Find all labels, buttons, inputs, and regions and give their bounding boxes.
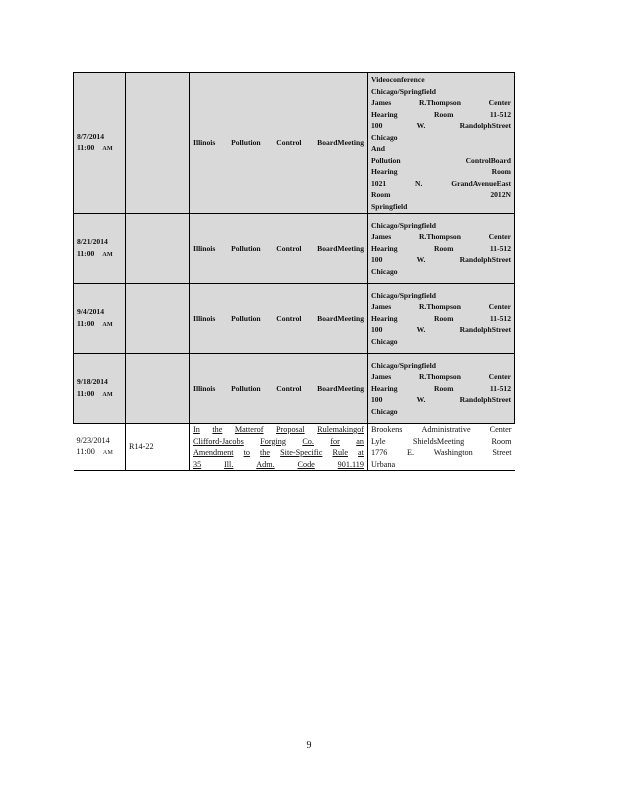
word: Chicago/Springfield [371,360,436,370]
word: Proposal [276,425,305,434]
cell-line [193,424,364,436]
word: Chicago [371,336,398,346]
word: 100 [371,121,383,130]
cell-line [371,143,511,155]
word: Amendment [193,448,234,457]
word: Adm. [256,459,275,469]
word: Code [297,459,315,469]
word: Hearing [371,109,398,119]
cell-line [371,231,511,243]
date-cell: 9/18/2014 11:00 AM [74,354,126,424]
cell-line [371,336,511,348]
word: Pollution [231,313,261,323]
word: Room [434,109,454,119]
word: W. [416,121,426,130]
location-cell [368,284,515,354]
word: RandolphStreet [459,325,511,335]
word: Chicago/Springfield [371,86,436,96]
word: R.Thompson [418,232,461,242]
docket-cell [126,73,190,214]
cell-line [371,424,512,436]
word: Co. [302,436,314,446]
word: Pollution [371,155,401,165]
cell-line [371,266,511,278]
word: Forging [260,436,286,446]
word: at [358,448,364,457]
word: RandolphStreet [459,121,511,130]
word: R.Thompson [418,98,461,107]
cell-line [371,313,511,325]
word: BoardMeeting [317,243,364,253]
word: Center [488,372,511,382]
word: Videoconference [371,75,425,84]
cell-line [371,120,511,132]
cell-line [371,189,511,201]
word: Illinois [193,138,216,148]
meeting-row [74,354,515,424]
word: 11-512 [489,313,511,323]
word: Matterof [234,425,264,434]
cell-line [371,132,511,144]
word: Control [276,383,302,393]
word: 35 [193,459,202,469]
date-cell: 8/7/2014 11:00 AM [74,73,126,214]
word: Rulemakingof [317,425,364,434]
word: Street [492,448,512,457]
word: Administrative [421,425,471,434]
word: Pollution [231,138,261,148]
word: Room [434,243,454,253]
meeting-row [74,284,515,354]
word: Room [434,313,454,323]
cell-line [371,290,511,302]
location-cell [368,424,515,471]
word: Room [434,383,454,393]
date-cell: 9/4/2014 11:00 AM [74,284,126,354]
word: Chicago [371,406,398,416]
word: 11-512 [489,383,511,393]
word: Room [491,167,511,176]
word: Brookens [371,425,403,434]
cell-line [371,371,511,383]
meeting-row [74,214,515,284]
word: BoardMeeting [317,138,364,148]
cell-line [193,436,364,448]
word: Chicago [371,266,398,276]
word: James [371,232,392,242]
cell-line [371,254,511,266]
word: Illinois [193,383,216,393]
cell-line [371,301,511,313]
word: Hearing [371,167,398,176]
cell-line [371,220,511,232]
word: GrandAvenueEast [451,178,511,188]
cell-line [371,178,511,190]
word: R.Thompson [418,372,461,382]
word: And [371,144,385,153]
word: Chicago/Springfield [371,220,436,230]
cell-line [371,447,512,459]
word: Washington [433,448,473,457]
word: Control [276,138,302,148]
word: ShieldsMeeting [412,436,465,446]
word: the [260,448,271,457]
word: Center [488,98,511,107]
cell-line [193,447,364,459]
word: W. [416,325,426,335]
word: Ill. [224,459,234,469]
cell-line [371,243,511,255]
word: 2012N [490,190,511,199]
cell-line [371,406,511,418]
word: Illinois [193,243,216,253]
cell-line [371,109,511,121]
word: James [371,372,392,382]
word: Chicago/Springfield [371,290,436,300]
docket-cell [126,284,190,354]
word: James [371,98,392,107]
word: Clifford-Jacobs [193,436,244,446]
word: W. [416,395,426,405]
description-cell [190,354,368,424]
word: the [212,425,223,434]
word: Rule [332,448,348,457]
docket-cell: R14-22 [126,424,190,471]
meeting-row [74,73,515,214]
word: RandolphStreet [459,395,511,405]
cell-line [371,74,511,86]
word: Lyle [371,436,386,446]
word: for [330,436,340,446]
word: Room [491,436,512,446]
description-cell [190,214,368,284]
word: James [371,302,392,312]
cell-line [371,97,511,109]
word: 11-512 [489,109,511,119]
word: ControlBoard [465,155,511,165]
description-cell [190,284,368,354]
word: Center [489,425,512,434]
word: E. [407,448,415,457]
word: 1776 [371,448,388,457]
location-cell [368,214,515,284]
word: Urbana [371,459,396,469]
word: 1021 [371,178,387,188]
cell-line [371,86,511,98]
description-cell [190,424,368,471]
word: Room [371,190,391,199]
word: Springfield [371,201,408,211]
hearing-row [74,424,515,471]
word: BoardMeeting [317,313,364,323]
docket-cell [126,354,190,424]
word: BoardMeeting [317,383,364,393]
word: Control [276,313,302,323]
location-cell [368,73,515,214]
docket-cell [126,214,190,284]
word: an [356,436,364,446]
word: W. [416,255,426,265]
word: RandolphStreet [459,255,511,265]
word: 901.119 [337,459,364,469]
cell-line [371,201,511,213]
cell-line [371,324,511,336]
location-cell [368,354,515,424]
word: Pollution [231,383,261,393]
word: Illinois [193,313,216,323]
word: 100 [371,395,383,405]
date-cell: 9/23/2014 11:00 AM [74,424,126,471]
cell-line [371,383,511,395]
word: 100 [371,325,383,335]
description-cell [190,73,368,214]
cell-line [193,459,364,471]
page-number: 9 [306,740,312,751]
word: Pollution [231,243,261,253]
word: In [193,425,200,434]
word: 100 [371,255,383,265]
cell-line [371,394,511,406]
word: Control [276,243,302,253]
cell-line [371,459,512,471]
cell-line [371,166,511,178]
word: Center [488,302,511,312]
word: Site-Specific [280,448,323,457]
word: to [243,448,250,457]
word: N. [415,178,423,188]
word: Hearing [371,313,398,323]
word: Chicago [371,132,398,142]
cell-line [371,436,512,448]
schedule-table [73,72,515,471]
cell-line [371,155,511,167]
date-cell: 8/21/2014 11:00 AM [74,214,126,284]
word: Hearing [371,383,398,393]
word: Hearing [371,243,398,253]
word: Center [488,232,511,242]
word: R.Thompson [418,302,461,312]
cell-line [371,360,511,372]
word: 11-512 [489,243,511,253]
